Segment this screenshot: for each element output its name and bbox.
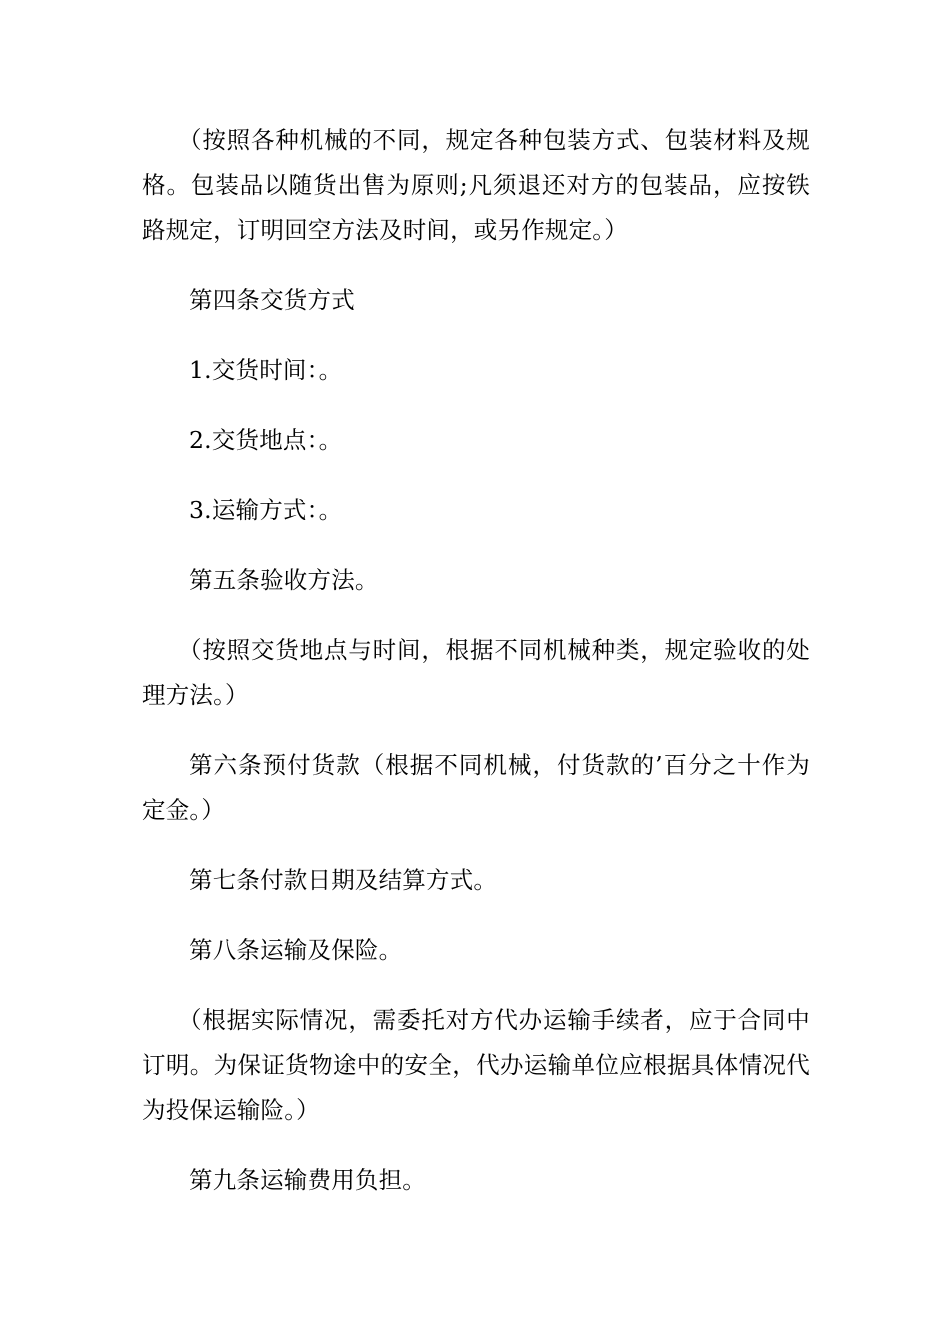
paragraph-article-5: 第五条验收方法。 xyxy=(189,566,379,594)
paragraph-article-8: 第八条运输及保险。 xyxy=(189,936,403,964)
paragraph-article-4: 第四条交货方式 xyxy=(189,286,355,314)
paragraph-article-6: 第六条预付货款（根据不同机械，付货款的’百分之十作为定金。） xyxy=(142,751,810,824)
paragraph-inspection-note: （按照交货地点与时间，根据不同机械种类，规定验收的处理方法。） xyxy=(142,636,810,709)
paragraph-delivery-place: 2.交货地点：。 xyxy=(189,426,343,454)
document-body xyxy=(142,118,810,1203)
paragraph-transport-mode: 3.运输方式：。 xyxy=(189,496,343,524)
paragraph-article-9: 第九条运输费用负担。 xyxy=(189,1166,426,1194)
paragraph-transport-note: （根据实际情况，需委托对方代办运输手续者，应于合同中订明。为保证货物途中的安全，代办运输单位应根据具体情况代为投保运输险。） xyxy=(142,1006,810,1124)
paragraph-article-7: 第七条付款日期及结算方式。 xyxy=(189,866,498,894)
paragraph-delivery-time: 1.交货时间：。 xyxy=(189,356,343,384)
paragraph-packaging-note: （按照各种机械的不同，规定各种包装方式、包装材料及规格。包装品以随货出售为原则;凡须退还对方的包装品，应按铁路规定，订明回空方法及时间，或另作规定。） xyxy=(142,126,810,244)
